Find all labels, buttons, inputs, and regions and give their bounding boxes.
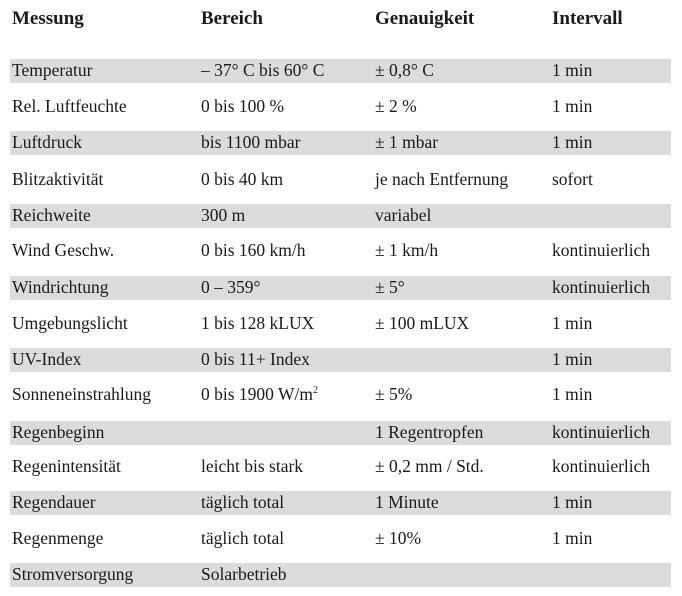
cell-intervall: 1 min [552,132,593,152]
cell-genauigkeit: ± 2 % [375,96,417,116]
row-shading [10,204,671,228]
cell-messung: Umgebungslicht [12,313,128,333]
table-row [0,274,682,310]
table-row [0,419,682,453]
cell-genauigkeit: variabel [375,205,432,225]
cell-messung: Sonneneinstrahlung [12,384,152,404]
cell-bereich: 0 bis 1900 W/m [201,384,313,404]
cell-bereich: 0 bis 100 % [201,96,285,116]
cell-bereich: Solarbetrieb [201,564,287,584]
cell-intervall: 1 min [552,60,593,80]
cell-genauigkeit: ± 1 km/h [375,240,439,260]
cell-bereich: 300 m [201,205,246,225]
cell-messung: Wind Geschw. [12,240,115,260]
cell-intervall: kontinuierlich [552,240,651,260]
cell-intervall: 1 min [552,96,593,116]
table-row [0,202,682,237]
cell-bereich: täglich total [201,528,285,548]
cell-messung: Blitzaktivität [12,169,104,189]
table-row [0,453,682,489]
cell-messung: Regendauer [12,492,96,512]
cell-bereich: täglich total [201,492,285,512]
cell-genauigkeit: ± 100 mLUX [375,313,470,333]
table-row [0,561,682,596]
cell-bereich: leicht bis stark [201,456,304,476]
header-intervall: Intervall [552,8,623,29]
table-row [0,166,682,202]
cell-intervall: kontinuierlich [552,277,651,297]
unit-superscript: 2 [312,385,318,397]
table-row [0,489,682,525]
cell-messung: UV-Index [12,349,82,369]
table-row [0,93,682,129]
table-body [0,57,682,596]
cell-intervall: 1 min [552,313,593,333]
cell-intervall: 1 min [552,349,593,369]
cell-intervall: 1 min [552,384,593,404]
cell-messung: Rel. Luftfeuchte [12,96,127,116]
cell-genauigkeit: ± 5° [375,277,405,297]
cell-intervall: 1 min [552,528,593,548]
cell-bereich-wrap [201,384,318,405]
cell-intervall: kontinuierlich [552,422,651,442]
cell-genauigkeit: 1 Minute [375,492,439,512]
cell-messung: Regenmenge [12,528,104,548]
cell-messung: Reichweite [12,205,91,225]
cell-messung: Regenbeginn [12,422,105,442]
cell-genauigkeit: 1 Regentropfen [375,422,484,442]
cell-messung: Stromversorgung [12,564,134,584]
table-row [0,129,682,166]
cell-bereich: 0 bis 160 km/h [201,240,306,260]
cell-bereich: 0 – 359° [201,277,261,297]
cell-bereich: 0 bis 11+ Index [201,349,310,369]
cell-intervall: sofort [552,169,593,189]
cell-genauigkeit: ± 1 mbar [375,132,439,152]
cell-bereich: – 37° C bis 60° C [201,60,325,80]
cell-bereich: 0 bis 40 km [201,169,284,189]
cell-bereich: 1 bis 128 kLUX [201,313,315,333]
header-genauigkeit: Genauigkeit [375,8,475,29]
header-bereich: Bereich [201,8,263,29]
table-row [0,381,682,419]
cell-intervall: kontinuierlich [552,456,651,476]
table-row [0,525,682,561]
table-row [0,57,682,93]
table-row [0,237,682,274]
header-messung: Messung [12,8,84,29]
cell-genauigkeit: ± 5% [375,384,413,404]
cell-genauigkeit: ± 0,8° C [375,60,434,80]
table-header [0,8,682,34]
cell-bereich: bis 1100 mbar [201,132,301,152]
cell-messung: Regenintensität [12,456,121,476]
table-row [0,310,682,346]
table-row [0,346,682,381]
cell-intervall: 1 min [552,492,593,512]
cell-genauigkeit: je nach Entfernung [375,169,509,189]
cell-messung: Temperatur [12,60,93,80]
cell-messung: Windrichtung [12,277,109,297]
cell-messung: Luftdruck [12,132,82,152]
cell-genauigkeit: ± 10% [375,528,422,548]
cell-genauigkeit: ± 0,2 mm / Std. [375,456,484,476]
